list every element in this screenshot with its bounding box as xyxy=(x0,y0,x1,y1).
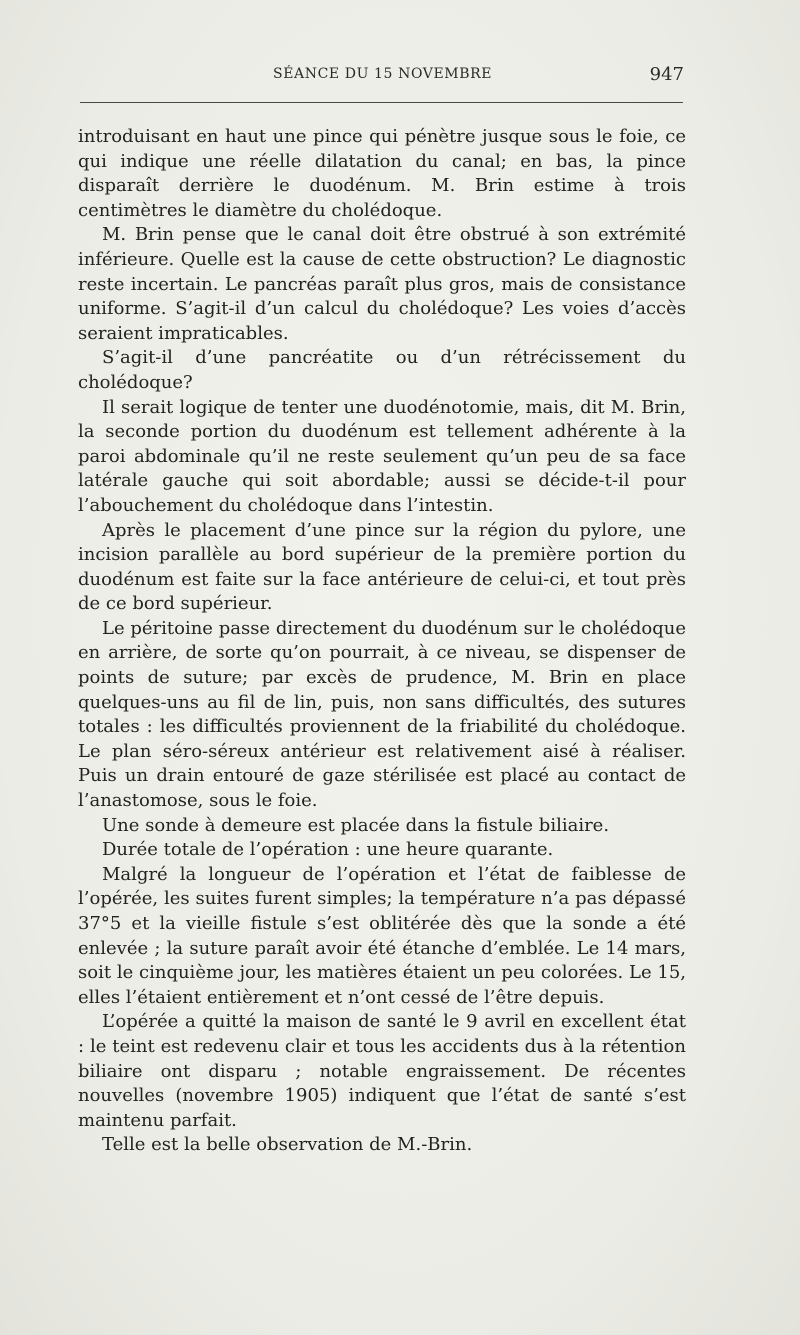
paragraph: introduisant en haut une pince qui pénètre jusque sous le foie, ce qui indique une réelle dilatation du canal; en bas, la pince disparaît derrière le duodénum. M. Brin estime à trois centimètres le diamètre du cholédoque. xyxy=(78,126,686,221)
body-text xyxy=(78,125,686,1158)
paragraph: M. Brin pense que le canal doit être obstrué à son extrémité inférieure. Quelle est la cause de cette obstruction? Le diagnostic reste incertain. Le pancréas paraît plus gros, mais de consistance uniforme. S’agit-il d’un calcul du cholédoque? Les voies d’accès seraient impraticables. xyxy=(78,224,686,344)
header-rule xyxy=(80,102,683,103)
page-header xyxy=(80,66,684,90)
paragraph: Il serait logique de tenter une duodénotomie, mais, dit M. Brin, la seconde portion du duodénum est tellement adhérente à la paroi abdominale qu’il ne reste seulement qu’un peu de sa face latérale gauche qui soit abordable; aussi se décide-t-il pour l’abouchement du cholédoque dans l’intestin. xyxy=(78,396,686,516)
page-number: 947 xyxy=(649,64,684,85)
paragraph: S’agit-il d’une pancréatite ou d’un rétrécissement du cholédoque? xyxy=(78,347,686,393)
paragraph: Malgré la longueur de l’opération et l’état de faiblesse de l’opérée, les suites furent simples; la température n’a pas dépassé 37°5 et la vieille fistule s’est oblitérée dès que la sonde a été enlevée ; la suture paraît avoir été étanche d’emblée. Le 14 mars, soit le cinquième jour, les matières étaient un peu colorées. Le 15, elles l’étaient entièrement et n’ont cessé de l’être depuis. xyxy=(78,863,686,1008)
paragraph: Durée totale de l’opération : une heure quarante. xyxy=(102,839,554,861)
paragraph: Après le placement d’une pince sur la région du pylore, une incision parallèle au bord supérieur de la première portion du duodénum est faite sur la face antérieure de celui-ci, et tout près de ce bord supérieur. xyxy=(78,519,686,615)
paragraph: Une sonde à demeure est placée dans la fistule biliaire. xyxy=(102,814,610,836)
running-head: SÉANCE DU 15 NOVEMBRE xyxy=(273,66,493,82)
paragraph: Telle est la belle observation de M.-Brin. xyxy=(102,1134,473,1156)
paragraph: L’opérée a quitté la maison de santé le 9 avril en excellent état : le teint est redevenu clair et tous les accidents dus à la rétention biliaire ont disparu ; notable engraissement. De récentes nouvelles (novembre 1905) indiquent que l’état de santé s’est maintenu parfait. xyxy=(78,1011,686,1131)
paragraph: Le péritoine passe directement du duodénum sur le cholédoque en arrière, de sorte qu’on pourrait, à ce niveau, se dispenser de points de suture; par excès de prudence, M. Brin en place quelques-uns au fil de lin, puis, non sans difficultés, des sutures totales : les difficultés proviennent de la friabilité du cholédoque. Le plan séro-séreux antérieur est relativement aisé à réaliser. Puis un drain entouré de gaze stérilisée est placé au contact de l’anastomose, sous le foie. xyxy=(78,617,686,812)
